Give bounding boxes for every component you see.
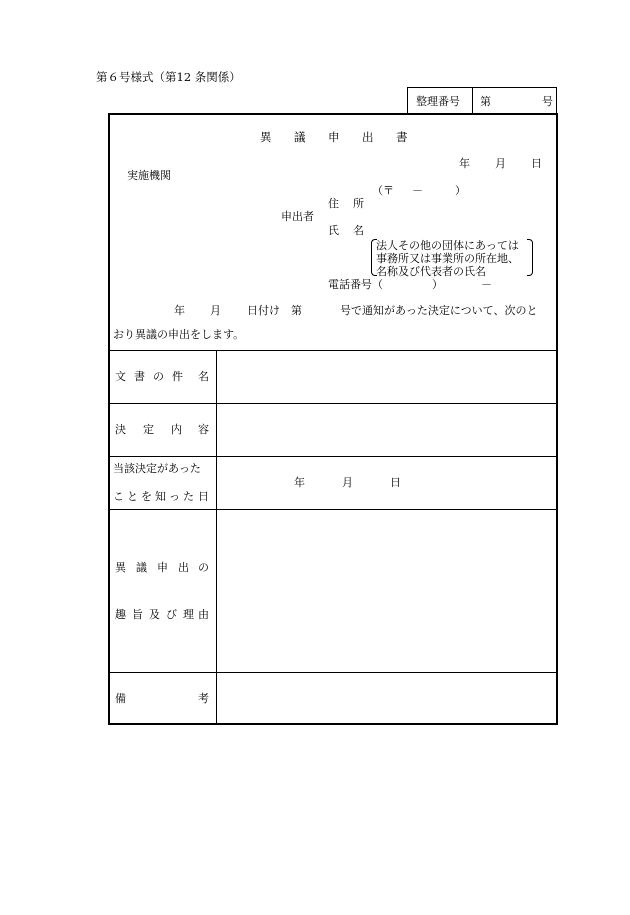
decision-content-label-char: 決 xyxy=(115,423,126,436)
decision-content-label-char: 容 xyxy=(198,423,209,436)
objection-label-char: 旨 xyxy=(132,608,143,621)
knowledge-date-label-char: っ xyxy=(169,490,180,503)
objection-label-char: の xyxy=(198,561,209,574)
form-number-label: 第６号様式（第12 条関係） xyxy=(96,70,241,84)
notice-dated-label: 日付け xyxy=(247,304,280,317)
objection-label-char: 申 xyxy=(157,561,168,574)
knowledge-month-label: 月 xyxy=(342,476,353,489)
notice-text: 号で通知があった決定について、次のと xyxy=(340,304,538,317)
knowledge-date-label-char: こ xyxy=(113,490,124,503)
knowledge-date-label-line1: 当該決定があった xyxy=(113,462,201,475)
document-name-label-char: 文 xyxy=(115,370,126,383)
postal-open: （〒 xyxy=(372,184,394,197)
document-name-label-char: の xyxy=(153,370,164,383)
address-label-char: 所 xyxy=(353,197,364,210)
notice-month-label: 月 xyxy=(210,304,221,317)
knowledge-year-label: 年 xyxy=(294,476,305,489)
phone-dash: － xyxy=(481,278,492,291)
objection-label-char: 由 xyxy=(198,608,209,621)
objection-label-char: 出 xyxy=(178,561,189,574)
submission-month-label: 月 xyxy=(495,157,506,170)
submission-day-label: 日 xyxy=(531,157,542,170)
document-name-label-char: 書 xyxy=(134,370,145,383)
document-name-label-char: 件 xyxy=(172,370,183,383)
knowledge-date-label-char: 日 xyxy=(198,490,209,503)
objection-label-char: 理 xyxy=(183,608,194,621)
phone-close: ） xyxy=(432,278,443,291)
name-label-char: 名 xyxy=(353,224,364,237)
reference-number-box xyxy=(407,87,557,113)
objection-form-frame xyxy=(108,113,558,725)
remarks-label-char: 考 xyxy=(198,692,209,705)
reference-number-dai: 第 xyxy=(480,95,491,108)
address-label-char: 住 xyxy=(328,197,339,210)
objection-label-char: 及 xyxy=(149,608,160,621)
form-title-char: 出 xyxy=(362,130,374,144)
form-title-char: 書 xyxy=(396,130,408,144)
form-title-char: 申 xyxy=(328,130,340,144)
decision-content-label-char: 定 xyxy=(143,423,154,436)
corporate-note-line: 法人その他の団体にあっては xyxy=(376,239,519,252)
knowledge-date-label-char: た xyxy=(183,490,194,503)
notice-dai-label: 第 xyxy=(291,304,302,317)
knowledge-date-label-char: と xyxy=(127,490,138,503)
knowledge-date-label-char: 知 xyxy=(155,490,166,503)
name-label-char: 氏 xyxy=(328,224,339,237)
objection-label-char: 異 xyxy=(115,561,126,574)
form-title-char: 議 xyxy=(294,130,306,144)
applicant-label: 申出者 xyxy=(281,210,314,223)
knowledge-date-label-char: を xyxy=(141,490,152,503)
reference-number-go: 号 xyxy=(542,95,553,108)
document-name-label-char: 名 xyxy=(198,370,209,383)
phone-label: 電話番号（ xyxy=(328,278,383,291)
notice-text-continued: おり異議の申出をします。 xyxy=(113,328,245,341)
objection-label-char: び xyxy=(166,608,177,621)
objection-label-char: 趣 xyxy=(115,608,126,621)
reference-number-label: 整理番号 xyxy=(416,95,460,108)
postal-dash: － xyxy=(412,184,423,197)
notice-year-label: 年 xyxy=(174,304,185,317)
decision-content-label-char: 内 xyxy=(171,423,182,436)
corporate-note-line: 事務所又は事業所の所在地、 xyxy=(376,252,519,265)
knowledge-day-label: 日 xyxy=(390,476,401,489)
addressee-label: 実施機関 xyxy=(127,169,171,182)
corporate-note-line: 名称及び代表者の氏名 xyxy=(376,265,486,278)
form-title-char: 異 xyxy=(260,130,272,144)
remarks-label-char: 備 xyxy=(115,692,126,705)
postal-close: ） xyxy=(455,184,466,197)
objection-label-char: 議 xyxy=(136,561,147,574)
submission-year-label: 年 xyxy=(459,157,470,170)
